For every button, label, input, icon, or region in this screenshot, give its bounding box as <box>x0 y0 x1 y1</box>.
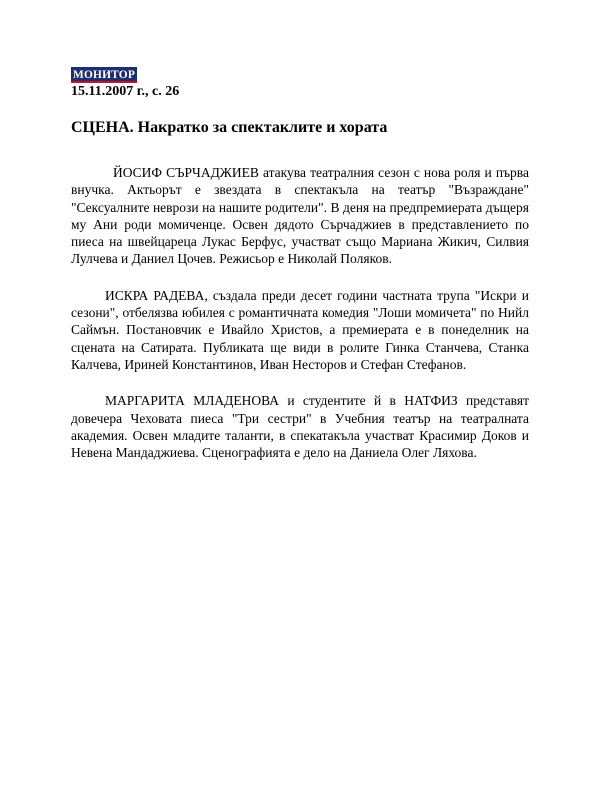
article-headline: СЦЕНА. Накратко за спектаклите и хората <box>71 119 388 136</box>
article-paragraph: МАРГАРИТА МЛАДЕНОВА и студентите й в НАТФИЗ представят довечера Чеховата пиеса "Три сестри" в Учебния театър на театралната академия. Освен младите таланти, в спекатакъла участват Красимир Доков и Невена Мандаджиева. Сценографията е дело на Даниела Олег Ляхова. <box>71 393 529 461</box>
article-body <box>71 164 529 480</box>
newspaper-logo-text: МОНИТОР <box>73 67 135 81</box>
newspaper-logo <box>71 67 137 83</box>
article-paragraph: ИСКРА РАДЕВА, създала преди десет години частната трупа "Искри и сезони", отбелязва юбилея с романтичната комедия "Лоши момичета" по Нийл Саймън. Постановчик е Ивайло Христов, а премиерата е в понеделник на сцената на Сатирата. Публиката ще види в ролите Гинка Станчева, Станка Калчева, Ириней Константинов, Иван Несторов и Стефан Стефанов. <box>71 287 529 372</box>
article-paragraph: ЙОСИФ СЪРЧАДЖИЕВ атакува театралния сезон с нова роля и първа внучка. Актьорът е звездата в спектакъла на театър "Възраждане" "Сексуалните неврози на нашите родители". В деня на предпремиерата дъщеря му Ани роди момиченце. Освен дядото Сърчаджиев в представлението по пиеса на швейцареца Лукас Берфус, участват също Мариана Жикич, Силвия Лулчева и Даниел Цочев. Режисьор е Николай Поляков. <box>71 165 529 267</box>
publication-date-line: 15.11.2007 г., с. 26 <box>71 84 180 99</box>
